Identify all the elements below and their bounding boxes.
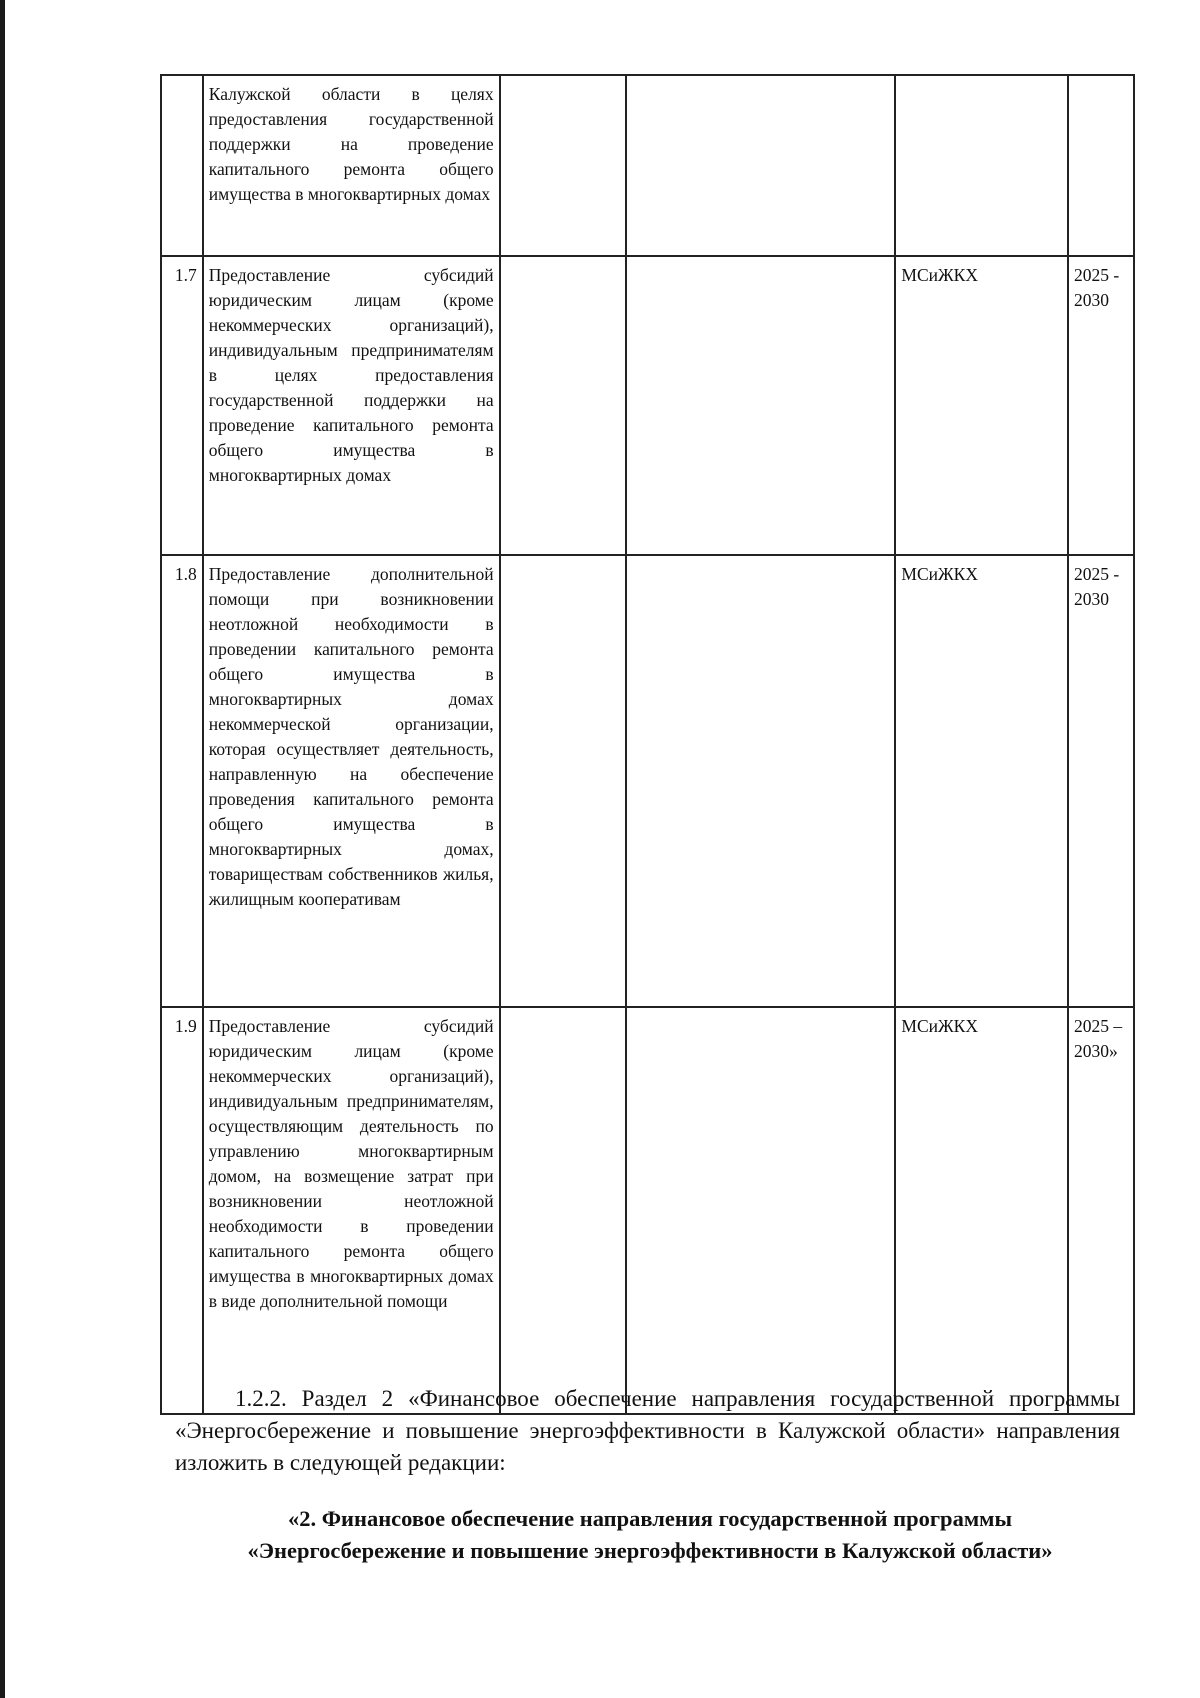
implementation-years: 2025 – 2030» bbox=[1068, 1007, 1134, 1414]
table-row bbox=[161, 75, 1134, 256]
measure-description: Предоставление субсидий юридическим лицам (кроме некоммерческих организаций), индивидуальным предпринимателям в целях предоставления государственной поддержки на проведение капитального ремонта общего имущества в многоквартирных домах bbox=[203, 256, 500, 555]
responsible-organization: МСиЖКХ bbox=[895, 555, 1068, 1007]
responsible-organization: МСиЖКХ bbox=[895, 256, 1068, 555]
row-number: 1.8 bbox=[161, 555, 203, 1007]
empty-cell bbox=[500, 256, 626, 555]
empty-cell bbox=[626, 1007, 895, 1414]
measure-description: Калужской области в целях предоставления государственной поддержки на проведение капитального ремонта общего имущества в многоквартирных домах bbox=[203, 75, 500, 256]
implementation-years bbox=[1068, 75, 1134, 256]
row-number: 1.7 bbox=[161, 256, 203, 555]
section-heading-line-1: «2. Финансовое обеспечение направления государственной программы bbox=[287, 1506, 1013, 1531]
table-row bbox=[161, 555, 1134, 1007]
row-number bbox=[161, 75, 203, 256]
measure-description: Предоставление дополнительной помощи при возникновении неотложной необходимости в проведении капитального ремонта общего имущества в многоквартирных домах некоммерческой организации, которая осуществляет деятельность, направленную на обеспечение проведения капитального ремонта общего имущества в многоквартирных домах, товариществам собственников жилья, жилищным кооперативам bbox=[203, 555, 500, 1007]
empty-cell bbox=[500, 1007, 626, 1414]
empty-cell bbox=[500, 555, 626, 1007]
section-heading-line-2: «Энергосбережение и повышение энергоэффективности в Калужской области» bbox=[247, 1538, 1053, 1563]
empty-cell bbox=[500, 75, 626, 256]
empty-cell bbox=[626, 75, 895, 256]
empty-cell bbox=[626, 555, 895, 1007]
row-number: 1.9 bbox=[161, 1007, 203, 1414]
measures-table bbox=[160, 74, 1135, 1415]
amendment-paragraph: 1.2.2. Раздел 2 «Финансовое обеспечение направления государственной программы «Энергосбережение и повышение энергоэффективности в Калужской области» направления изложить в следующей редакции: bbox=[175, 1386, 1120, 1475]
implementation-years: 2025 - 2030 bbox=[1068, 256, 1134, 555]
measure-description: Предоставление субсидий юридическим лицам (кроме некоммерческих организаций), индивидуальным предпринимателям, осуществляющим деятельность по управлению многоквартирным домом, на возмещение затрат при возникновении неотложной необходимости в проведении капитального ремонта общего имущества в многоквартирных домах в виде дополнительной помощи bbox=[203, 1007, 500, 1414]
responsible-organization bbox=[895, 75, 1068, 256]
section-heading bbox=[170, 1503, 1130, 1567]
table-row bbox=[161, 1007, 1134, 1414]
page-edge-bar bbox=[0, 0, 5, 1698]
implementation-years: 2025 - 2030 bbox=[1068, 555, 1134, 1007]
responsible-organization: МСиЖКХ bbox=[895, 1007, 1068, 1414]
empty-cell bbox=[626, 256, 895, 555]
table-row bbox=[161, 256, 1134, 555]
